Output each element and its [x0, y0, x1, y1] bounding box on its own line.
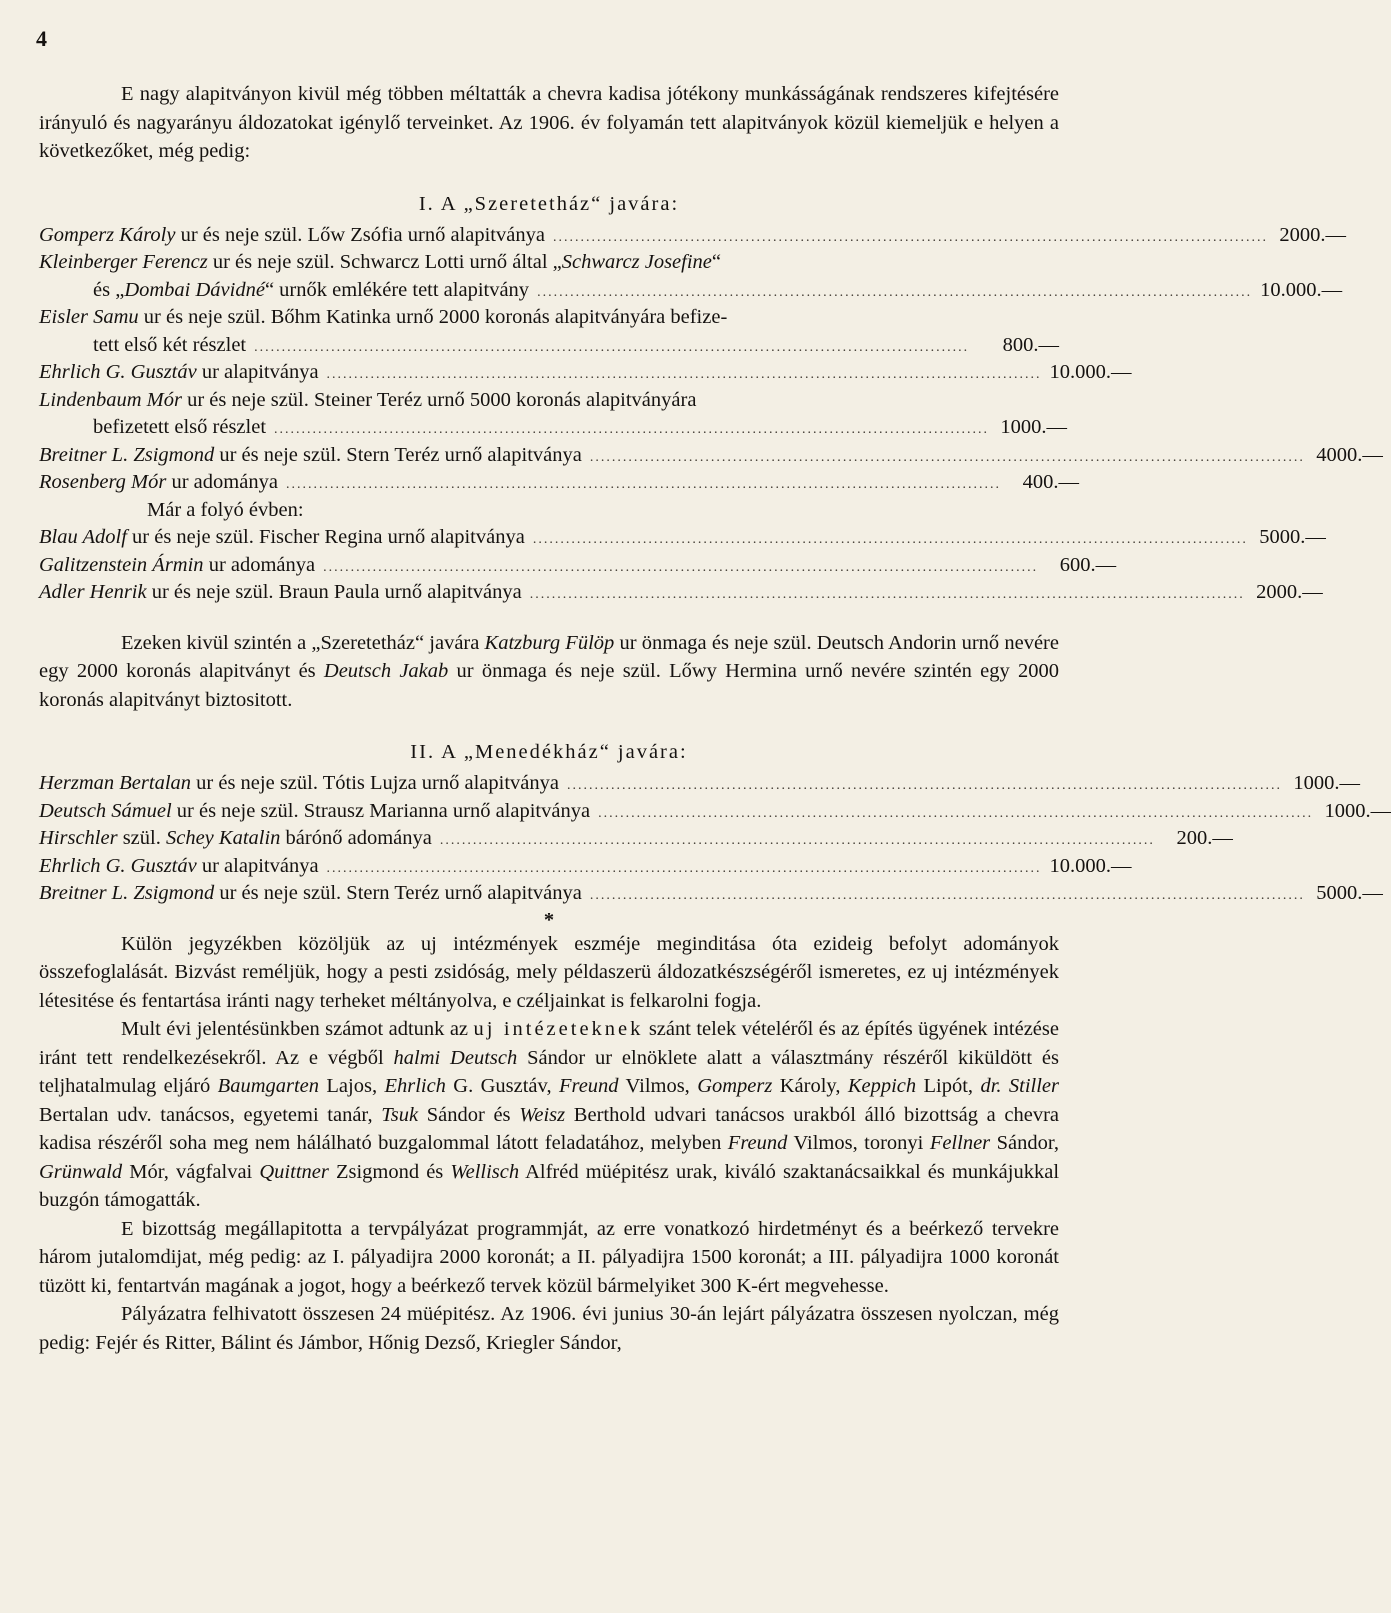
list-item: Gomperz Károly ur és neje szül. Lőw Zsófia urnő alapitványa .................................................................................................................................. 2000.—: [39, 222, 1059, 250]
donation-amount: 2000.—: [1256, 581, 1323, 603]
paragraph-competition-prizes: E bizottság megállapitotta a tervpályázat programmját, az erre vonatkozó hirdetményt és a beérkező tervekre három jutalomdijat, még pedig: az I. pályadijra 2000 koronát; a II. pályadijra 1500 koronát; a III. pályadijra 1000 koronát tüzött ki, fentartván magának a jogot, hogy a beérkező tervek közül bármelyiket 300 K-ért megvehesse.: [39, 1217, 1059, 1297]
page-content: [39, 80, 1391, 1357]
list-item-continuation: tett első két részlet .................................................................................................................................. 800.—: [39, 332, 1059, 360]
list-item: Kleinberger Ferencz ur és neje szül. Schwarcz Lotti urnő által „Schwarcz Josefine“: [39, 251, 721, 273]
donor-name: Eisler Samu: [39, 306, 139, 328]
donation-amount: 10.000.—: [1049, 854, 1132, 877]
list-item: Herzman Bertalan ur és neje szül. Tótis Lujza urnő alapitványa .................................................................................................................................. 1000.—: [39, 770, 1059, 798]
leader-dots: ..................................................................................................................................: [552, 229, 1268, 245]
list-item: Hirschler szül. Schey Katalin bárónő adománya .................................................................................................................................. 200.—: [39, 825, 1059, 853]
donor-name: Adler Henrik: [39, 581, 147, 603]
donor-name: Galitzenstein Ármin: [39, 553, 204, 576]
section-heading-szeretethaz: I. A „Szeretetház“ javára:: [418, 192, 680, 215]
donor-name: Rosenberg Mór: [39, 471, 167, 493]
donor-name: Kleinberger Ferencz: [39, 251, 208, 273]
leader-dots: ..................................................................................................................................: [589, 888, 1305, 903]
section-divider-star: *: [543, 908, 555, 931]
leader-dots: ..................................................................................................................................: [598, 805, 1314, 821]
list-item: Galitzenstein Ármin ur adománya .................................................................................................................................. 600.—: [39, 552, 1059, 580]
intro-paragraph: E nagy alapitványon kivül még többen méltatták a chevra kadisa jótékony munkásságának rendszeres kifejtésére irányuló és nagyarányu áldozatokat igénylő terveinket. Az 1906. év folyamán tett alapitványok közül kiemeljük e helyen a következőket, még pedig:: [39, 83, 1059, 162]
list-item-continuation: befizetett első részlet .................................................................................................................................. 1000.—: [39, 414, 1059, 442]
donor-name: Blau Adolf: [39, 526, 127, 548]
donation-amount: 4000.—: [1316, 443, 1383, 466]
list-item: Deutsch Sámuel ur és neje szül. Strausz Marianna urnő alapitványa .................................................................................................................................. 1000.—: [39, 798, 1059, 826]
leader-dots: ..................................................................................................................................: [254, 339, 970, 355]
donation-amount: 400.—: [1022, 471, 1079, 493]
list-item-continuation: és „Dombai Dávidné“ urnők emlékére tett alapitvány .................................................................................................................................. 10.000.—: [39, 277, 1059, 305]
donor-name: Hirschler: [39, 827, 118, 849]
leader-dots: ..................................................................................................................................: [323, 559, 1039, 575]
donation-amount: 800.—: [1002, 333, 1059, 356]
list-item: Ehrlich G. Gusztáv ur alapitványa .................................................................................................................................. 10.000.—: [39, 853, 1059, 881]
leader-dots: ..................................................................................................................................: [274, 422, 990, 437]
donation-amount: 10.000.—: [1260, 278, 1343, 301]
donation-amount: 200.—: [1176, 827, 1233, 849]
donor-name: Deutsch Sámuel: [39, 799, 172, 822]
list-item: Adler Henrik ur és neje szül. Braun Paula urnő alapitványa .................................................................................................................................. 2000.—: [39, 579, 1059, 607]
donor-name: Breitner L. Zsigmond: [39, 443, 215, 466]
leader-dots: ..................................................................................................................................: [439, 833, 1155, 848]
paragraph-building-committee: Mult évi jelentésünkben számot adtunk az uj intézeteknek szánt telek vételéről és az építés ügyének intézése iránt tett rendelkezésekről. Az e végből halmi Deutsch Sándor ur elnöklete alatt a választmány részéről kiküldött és teljhatalmulag eljáró Baumgarten Lajos, Ehrlich G. Gusztáv, Freund Vilmos, Gomperz Károly, Keppich Lipót, dr. Stiller Bertalan udv. tanácsos, egyetemi tanár, Tsuk Sándor és Weisz Berthold udvari tanácsos urakból álló bizottság a chevra kadisa részéről soha meg nem hálálható buzgalommal látott feladatához, melyben Freund Vilmos, toronyi Fellner Sándor, Grünwald Mór, vágfalvai Quittner Zsigmond és Wellisch Alfréd müépitész urak, kiváló szaktanácsaikkal és munkájukkal buzgón támogatták.: [39, 1018, 1060, 1211]
donor-name: Breitner L. Zsigmond: [39, 882, 215, 904]
donation-list-menedekhaz: [39, 770, 1391, 908]
paragraph-donations-summary: Külön jegyzékben közöljük az uj intézmények eszméje meginditása óta ezideig befolyt adományok összefoglalását. Bizvást reméljük, hogy a pesti zsidóság, mely példaszerü áldozatkészségéről ismeretes, ez uj intézmények létesitése és fentartása iránti nagy terheket méltányolva, e czéljainkat is felkarolni fogja.: [39, 932, 1059, 1012]
paragraph-competition-entrants: Pályázatra felhivatott összesen 24 müépitész. Az 1906. évi junius 30-án lejárt pályázatra összesen nyolczan, még pedig: Fejér és Ritter, Bálint és Jámbor, Hőnig Dezső, Kriegler Sándor,: [39, 1303, 1059, 1354]
list-item: Breitner L. Zsigmond ur és neje szül. Stern Teréz urnő alapitványa .................................................................................................................................. 5000.—: [39, 880, 1059, 908]
subheading-current-year: Már a folyó évben:: [147, 498, 304, 521]
list-item: Blau Adolf ur és neje szül. Fischer Regina urnő alapitványa .................................................................................................................................. 5000.—: [39, 524, 1059, 552]
donor-name: Herzman Bertalan: [39, 772, 192, 794]
donation-amount: 5000.—: [1259, 526, 1326, 548]
leader-dots: ..................................................................................................................................: [532, 532, 1248, 547]
leader-dots: ..................................................................................................................................: [566, 778, 1282, 793]
donor-name: Lindenbaum Mór: [39, 388, 182, 411]
donation-amount: 1000.—: [1000, 416, 1068, 438]
donation-amount: 5000.—: [1316, 882, 1383, 904]
leader-dots: ..................................................................................................................................: [537, 284, 1253, 300]
page-number: 4: [36, 26, 47, 51]
paragraph-katzburg: Ezeken kivül szintén a „Szeretetház“ javára Katzburg Fülöp ur önmaga és neje szül. Deutsch Andorin urnő nevére egy 2000 koronás alapitványt és Deutsch Jakab ur önmaga és neje szül. Lőwy Hermina urnő nevére szintén egy 2000 koronás alapitványt biztositott.: [39, 631, 1059, 711]
leader-dots: ..................................................................................................................................: [589, 449, 1305, 465]
leader-dots: ..................................................................................................................................: [326, 860, 1042, 876]
donation-amount: 1000.—: [1293, 772, 1360, 794]
donation-amount: 1000.—: [1324, 799, 1391, 822]
list-item: Ehrlich G. Gusztáv ur alapitványa .................................................................................................................................. 10.000.—: [39, 359, 1059, 387]
donor-name: Gomperz Károly: [39, 223, 176, 246]
leader-dots: ..................................................................................................................................: [529, 587, 1245, 602]
donation-amount: 600.—: [1059, 553, 1117, 576]
donation-amount: 2000.—: [1279, 223, 1346, 246]
donation-amount: 10.000.—: [1049, 361, 1132, 383]
list-item: Lindenbaum Mór ur és neje szül. Steiner Teréz urnő 5000 koronás alapitványára: [39, 388, 697, 411]
list-item: Breitner L. Zsigmond ur és neje szül. Stern Teréz urnő alapitványa .................................................................................................................................. 4000.—: [39, 442, 1059, 470]
donor-name: Ehrlich G. Gusztáv: [39, 854, 197, 877]
leader-dots: ..................................................................................................................................: [326, 367, 1042, 382]
leader-dots: ..................................................................................................................................: [285, 477, 1001, 492]
donation-list-szeretethaz: [39, 222, 1383, 607]
list-item: Rosenberg Mór ur adománya .................................................................................................................................. 400.—: [39, 469, 1059, 497]
section-heading-menedekhaz: II. A „Menedékház“ javára:: [410, 741, 688, 763]
donor-name: Ehrlich G. Gusztáv: [39, 361, 197, 383]
list-item: Eisler Samu ur és neje szül. Bőhm Katinka urnő 2000 koronás alapitványára befize-: [39, 306, 728, 328]
